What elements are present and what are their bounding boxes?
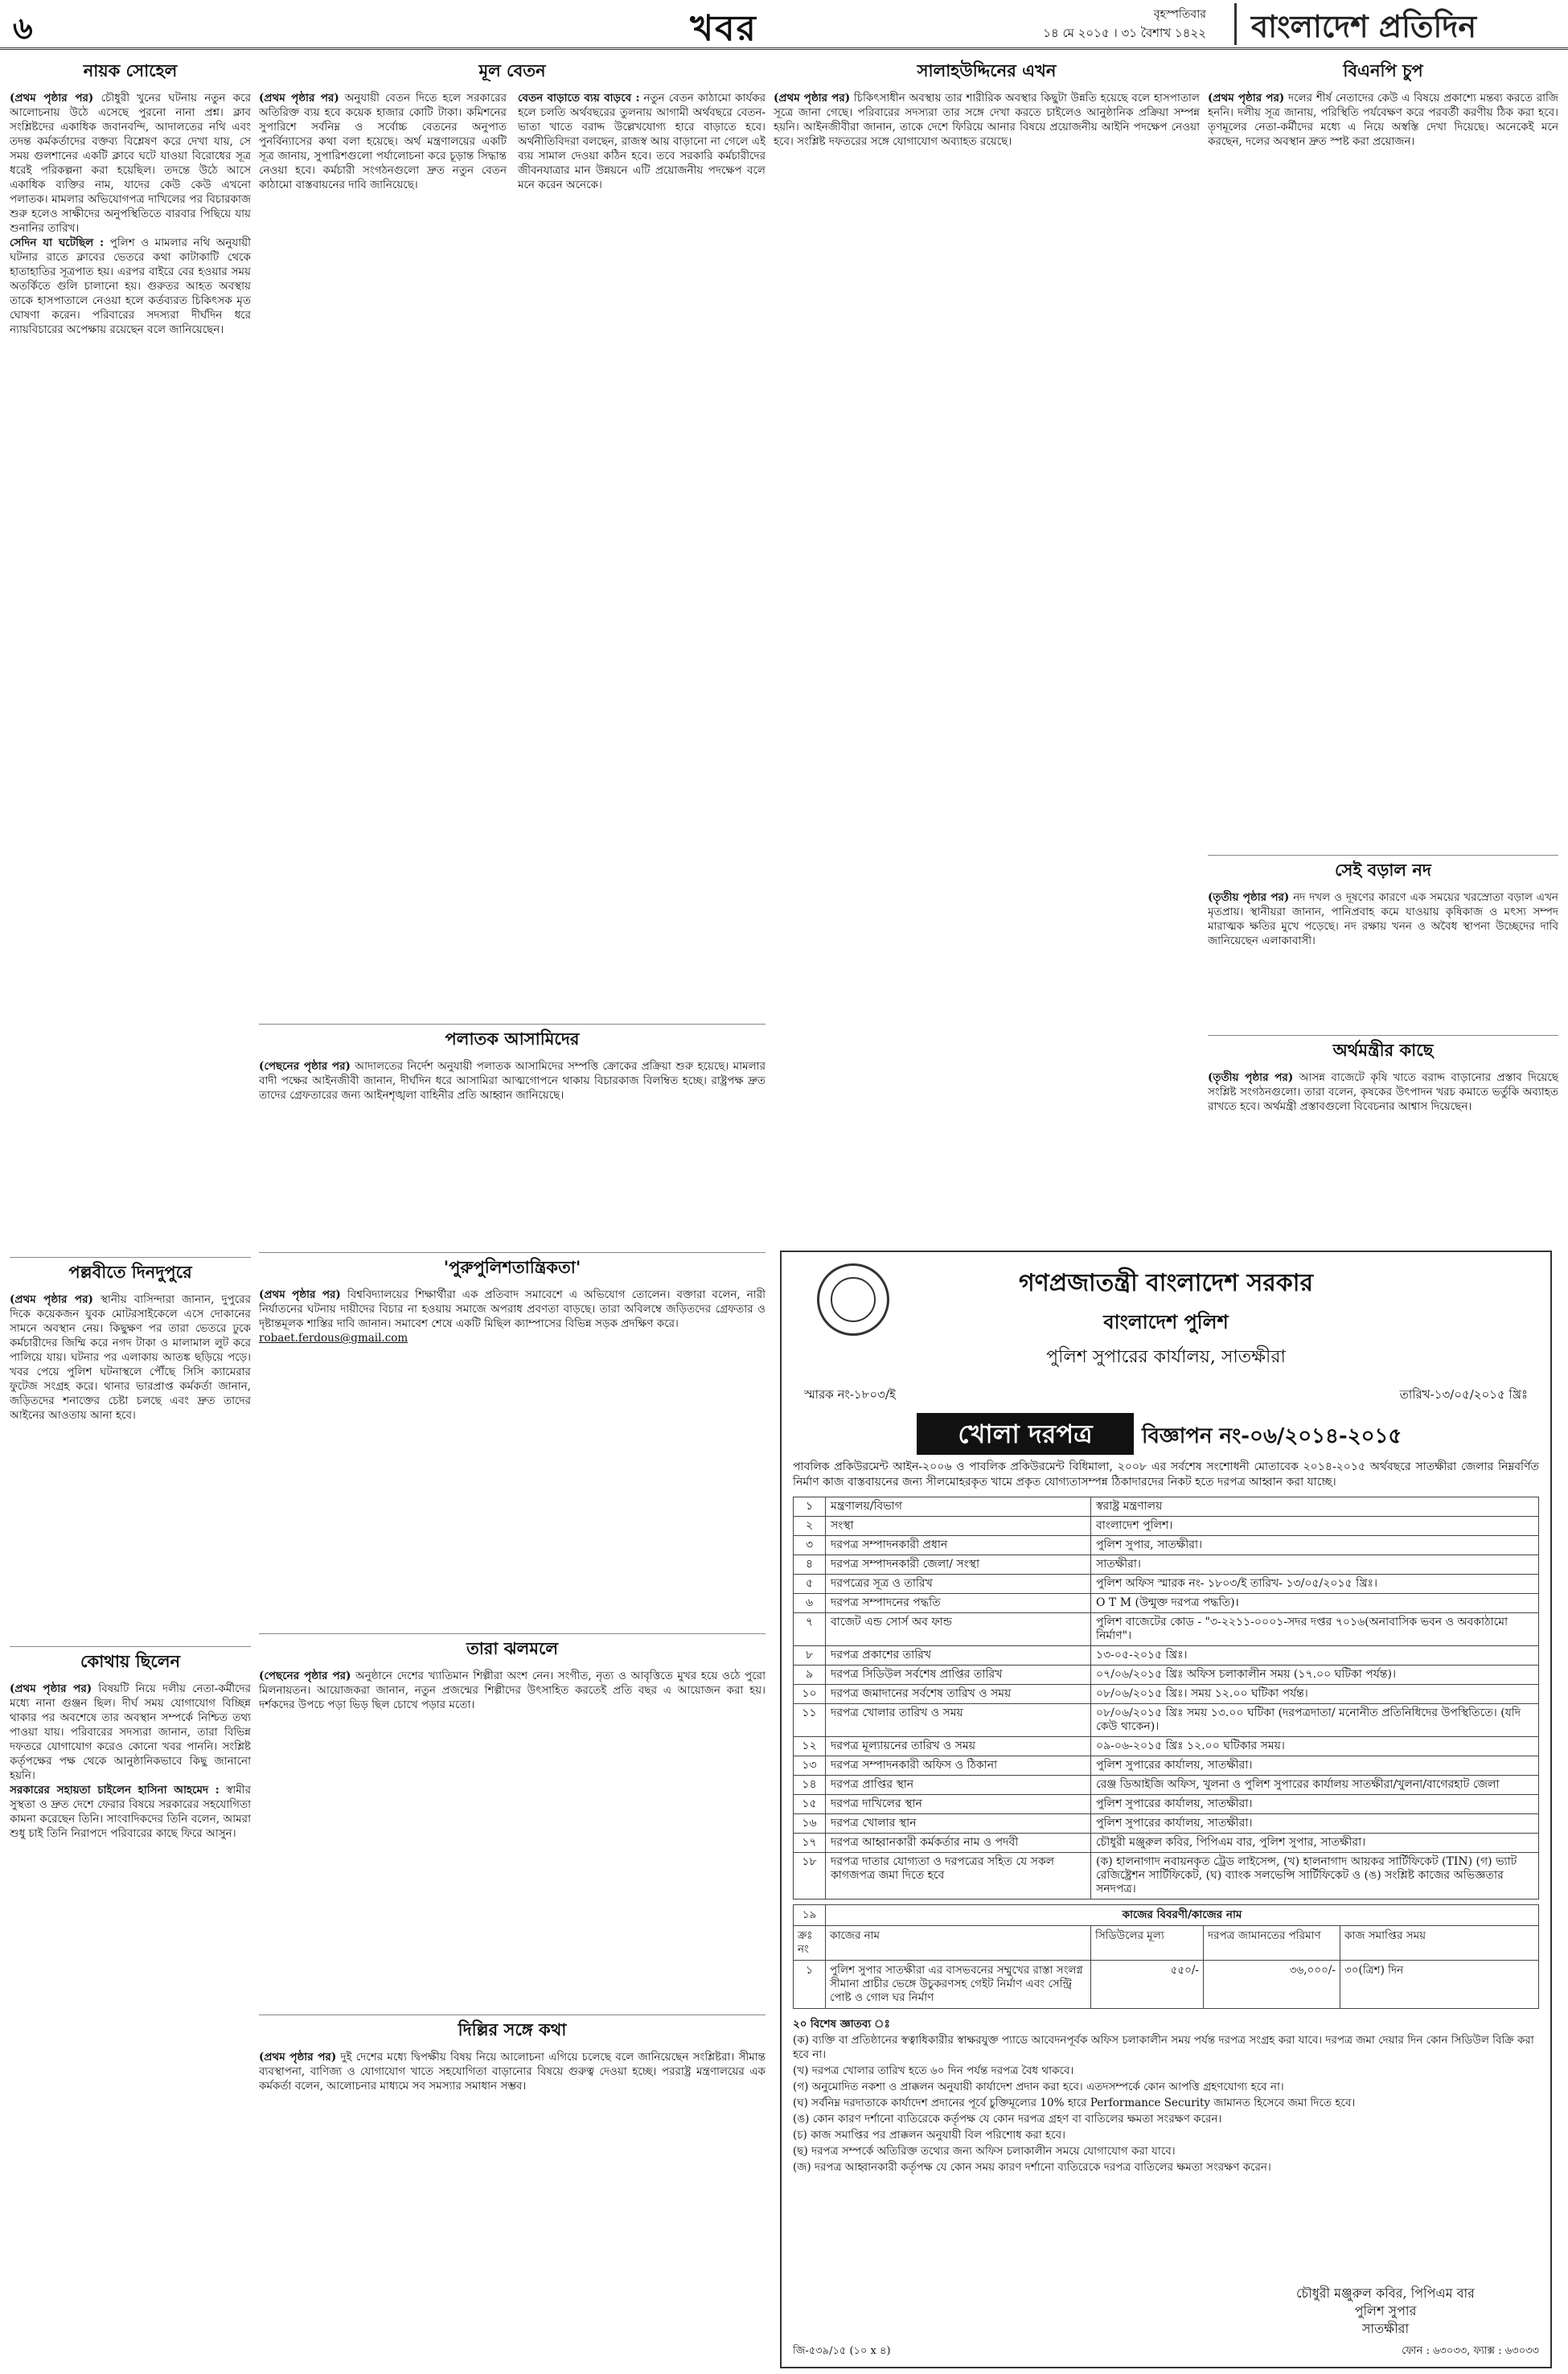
work-duration: ৩০(ত্রিশ) দিন — [1340, 1961, 1539, 2009]
row-label: দরপত্র দাখিলের স্থান — [826, 1795, 1091, 1814]
row-number: ৬ — [794, 1594, 826, 1613]
government-name: গণপ্রজাতন্ত্রী বাংলাদেশ সরকার — [1019, 1269, 1313, 1297]
signature-block — [1253, 2285, 1518, 2338]
office-name: পুলিশ সুপারের কার্যালয়, সাতক্ষীরা — [1046, 1347, 1286, 1367]
table-row — [794, 1795, 1539, 1814]
tender-details-table — [793, 1497, 1539, 1900]
row-value: চৌধুরী মঞ্জুরুল কবির, পিপিএম বার, পুলিশ সুপার, সাতক্ষীরা। — [1091, 1834, 1539, 1853]
table-row: ১ পুলিশ সুপার সাতক্ষীরা এর বাসভবনের সম্মুখের রাস্তা সংলগ্ন সীমানা প্রাচীর ভেঙ্গে উচুকরণসহ গেইট নির্মাণ এবং সেন্ট্রি পোষ্ট ও গোল ঘর নির্মাণ ৫৫০/- ৩৬,০০০/- ৩০(ত্রিশ) দিন — [794, 1961, 1539, 2009]
row-number: ১৭ — [794, 1834, 826, 1853]
article-text: নদ দখল ও দূষণের কারণে এক সময়ের খরস্রোতা বড়াল এখন মৃতপ্রায়। স্থানীয়রা জানান, পানিপ্রবাহ কমে যাওয়ায় কৃষিকাজ ও মৎস্য সম্পদ মারাত্মক ক্ষতির মুখে পড়েছে। নদ রক্ষায় খনন ও অবৈধ স্থাপনা উচ্ছেদের দাবি জানিয়েছেন এলাকাবাসী। — [1208, 891, 1558, 947]
headline: বিএনপি চুপ — [1343, 60, 1423, 80]
headline: কোথায় ছিলেন — [10, 1646, 251, 1682]
conditions-title: বিশেষ জ্ঞাতব্য ঃ — [810, 2018, 890, 2031]
special-conditions — [793, 2017, 1539, 2175]
row-value: পুলিশ সুপার, সাতক্ষীরা। — [1091, 1536, 1539, 1555]
issue-day: বৃহস্পতিবার — [1153, 8, 1206, 21]
row-number: ২ — [794, 1517, 826, 1536]
continued-ref: (পেছনের পৃষ্ঠার পর) — [259, 1060, 351, 1073]
row-label: দরপত্র মূল্যায়নের তারিখ ও সময় — [826, 1737, 1091, 1756]
row-number: ১৩ — [794, 1756, 826, 1776]
row-label: বাজেট এন্ড সোর্স অব ফান্ড — [826, 1613, 1091, 1646]
row-number: ৯ — [794, 1665, 826, 1685]
signatory-place: সাতক্ষীরা — [1361, 2321, 1410, 2336]
continued-ref: (পেছনের পৃষ্ঠার পর) — [259, 1670, 351, 1682]
table-row — [794, 1834, 1539, 1853]
article-text: দুই দেশের মধ্যে দ্বিপক্ষীয় বিষয় নিয়ে আলোচনা এগিয়ে চলেছে বলে জানিয়েছেন সংশ্লিষ্টরা। সীমান্ত ব্যবস্থাপনা, বাণিজ্য ও যোগাযোগ খাতে সহযোগিতা বাড়ানোর বিষয়ে গুরুত্ব দেওয়া হচ্ছে। পররাষ্ট্র মন্ত্রণালয়ের এক কর্মকর্তা বলেন, আলোচনার মাধ্যমে সব সমস্যার সমাধান সম্ভব। — [259, 2051, 766, 2093]
row-value: ০৮/০৬/২০১৫ খ্রিঃ সময় ১৩.০০ ঘটিকা (দরপত্রদাতা/ মনোনীত প্রতিনিধিদের উপস্থিতিতে। (যদি কেউ থাকেন)। — [1091, 1704, 1539, 1737]
column-4 — [774, 56, 1200, 1249]
article-purupulish — [259, 1252, 766, 1625]
table-row — [794, 1665, 1539, 1685]
row-value: ০৯-০৬-২০১৫ খ্রিঃ ১২.০০ ঘটিকার সময়। — [1091, 1737, 1539, 1756]
row-label: দরপত্র খোলার তারিখ ও সময় — [826, 1704, 1091, 1737]
article-salahuddin — [774, 56, 1200, 1241]
police-name: বাংলাদেশ পুলিশ — [1103, 1310, 1229, 1333]
continued-ref: (প্রথম পৃষ্ঠার পর) — [10, 1682, 92, 1695]
row-number: ১ — [794, 1497, 826, 1517]
row-value: পুলিশ সুপারের কার্যালয়, সাতক্ষীরা। — [1091, 1756, 1539, 1776]
work-name: পুলিশ সুপার সাতক্ষীরা এর বাসভবনের সম্মুখের রাস্তা সংলগ্ন সীমানা প্রাচীর ভেঙ্গে উচুকরণসহ গেইট নির্মাণ এবং সেন্ট্রি পোষ্ট ও গোল ঘর নির্মাণ — [826, 1961, 1091, 2009]
advertisement-number: বিজ্ঞাপন নং-০৬/২০১৪-২০১৫ — [1142, 1424, 1402, 1448]
continued-ref: (প্রথম পৃষ্ঠার পর) — [259, 2051, 337, 2064]
table-row — [794, 1555, 1539, 1575]
row-label: দরপত্র আহ্বানকারী কর্মকর্তার নাম ও পদবী — [826, 1834, 1091, 1853]
row-number: ১১ — [794, 1704, 826, 1737]
article-pollobi — [10, 1257, 251, 1638]
table-row — [794, 1575, 1539, 1594]
continued-ref: (প্রথম পৃষ্ঠার পর) — [774, 92, 851, 105]
continued-ref: (প্রথম পৃষ্ঠার পর) — [259, 92, 339, 105]
row-label: সংস্থা — [826, 1517, 1091, 1536]
condition-item: (ক) ব্যক্তি বা প্রতিষ্ঠানের স্বত্বাধিকারীর স্বাক্ষরযুক্ত প্যাডে আবেদনপূর্বক অফিস চলাকালীন সময় পর্যন্ত দরপত্র সংগ্রহ করা যাবে। দরপত্র জমা দেয়ার দিন কোন সিডিউল বিক্রি করা হবে না। — [793, 2034, 1534, 2061]
table-row — [794, 1517, 1539, 1536]
table-row — [794, 1536, 1539, 1555]
article-text: আসন্ন বাজেটে কৃষি খাতে বরাদ্দ বাড়ানোর প্রস্তাব দিয়েছে সংশ্লিষ্ট সংগঠনগুলো। তারা বলেন, কৃষকের উৎপাদন খরচ কমাতে ভর্তুকি অব্যাহত রাখতে হবে। অর্থমন্ত্রী প্রস্তাবগুলো বিবেচনার আশ্বাস দিয়েছেন। — [1208, 1071, 1558, 1113]
row-label: দরপত্রের সূত্র ও তারিখ — [826, 1575, 1091, 1594]
ad-ref-code: জি-৫৩৯/১৫ (১০ x ৪) — [793, 2345, 891, 2357]
row-label: দরপত্র সম্পাদনকারী অফিস ও ঠিকানা — [826, 1756, 1091, 1776]
continued-ref: (প্রথম পৃষ্ঠার পর) — [10, 92, 94, 105]
open-tender-label: খোলা দরপত্র — [917, 1413, 1134, 1455]
condition-item: (ঙ) কোন কারণ দর্শানো ব্যতিরেকে কর্তৃপক্ষ যে কোন দরপত্র গ্রহণ বা বাতিলের ক্ষমতা সংরক্ষণ করেন। — [793, 2113, 1222, 2126]
col-duration: কাজ সমাপ্তির সময় — [1340, 1926, 1539, 1961]
article-text: চিকিৎসাধীন অবস্থায় তার শারীরিক অবস্থার কিছুটা উন্নতি হয়েছে বলে হাসপাতাল সূত্রে জানা গেছে। পরিবারের সদস্যরা তার সঙ্গে দেখা করতে চাইলেও আনুষ্ঠানিক প্রক্রিয়া সম্পন্ন হয়নি। আইনজীবীরা জানান, তাকে দেশে ফিরিয়ে আনার বিষয়ে প্রয়োজনীয় আইনি পদক্ষেপ নেওয়া হবে। সংশ্লিষ্ট দফতরের সঙ্গে যোগাযোগ অব্যাহত রয়েছে। — [774, 92, 1200, 148]
tender-intro: পাবলিক প্রকিউরমেন্ট আইন-২০০৬ ও পাবলিক প্রকিউরমেন্ট বিধিমালা, ২০০৮ এর সর্বশেষ সংশোধনী মোতাবেক ২০১৪-২০১৫ অর্থবছরে সাতক্ষীরা জেলার নিম্নবর্ণিত নির্মাণ কাজ বাস্তবায়নের জন্য সীলমোহরকৃত খামে প্রকৃত যোগ্যতাসম্পন্ন ঠিকাদারদের নিকট হতে দরপত্র আহ্বান করা যাচ্ছে। — [793, 1460, 1539, 1489]
row-number: ১৯ — [794, 1905, 826, 1926]
section-title: খবর — [690, 8, 757, 49]
contact-phone: ফোন : ৬৩০৩৩, ফ্যাক্স : ৬৩০৩৩ — [1402, 2345, 1539, 2357]
article-text: পুলিশ ও মামলার নথি অনুযায়ী ঘটনার রাতে ক্লাবের ভেতরে কথা কাটাকাটি থেকে হাতাহাতির সূত্রপাত হয়। এরপর বাইরে বের হওয়ার সময় অতর্কিতে গুলি চালানো হয়। গুরুতর আহত অবস্থায় তাকে হাসপাতালে নেওয়া হলে কর্তব্যরত চিকিৎসক মৃত ঘোষণা করেন। পরিবারের সদস্যরা দীর্ঘদিন ধরে ন্যায়বিচারের অপেক্ষায় রয়েছেন বলে জানিয়েছেন। — [10, 236, 251, 336]
row-number: ১২ — [794, 1737, 826, 1756]
row-label: দরপত্র সম্পাদনকারী প্রধান — [826, 1536, 1091, 1555]
row-number: ৫ — [794, 1575, 826, 1594]
column-5 — [1208, 56, 1558, 1239]
row-label: দরপত্র সম্পাদনকারী জেলা/ সংস্থা — [826, 1555, 1091, 1575]
article-text: বিষয়টি নিয়ে দলীয় নেতা-কর্মীদের মধ্যে নানা গুঞ্জন ছিল। দীর্ঘ সময় যোগাযোগ বিচ্ছিন্ন থাকার পর অবশেষে তার অবস্থান সম্পর্কে নিশ্চিত তথ্য পাওয়া যায়। পরিবারের সদস্যরা জানান, তারা বিভিন্ন দফতরে যোগাযোগ করেও কোনো খবর পাননি। সংশ্লিষ্ট কর্তৃপক্ষের পক্ষ থেকে আনুষ্ঠানিকভাবে কিছু জানানো হয়নি। — [10, 1682, 251, 1782]
row-number: ২০ — [793, 2018, 807, 2031]
row-label: দরপত্র খোলার স্থান — [826, 1814, 1091, 1834]
row-label: দরপত্র প্রাপ্তির স্থান — [826, 1776, 1091, 1795]
row-label: দরপত্র জমাদানের সর্বশেষ তারিখ ও সময় — [826, 1685, 1091, 1704]
headline: পলাতক আসামিদের — [259, 1024, 766, 1059]
issue-date: ১৪ মে ২০১৫ । ৩১ বৈশাখ ১৪২২ — [1043, 26, 1206, 40]
row-label: দরপত্র সিডিউল সর্বশেষ প্রাপ্তির তারিখ — [826, 1665, 1091, 1685]
row-value: পুলিশ অফিস স্মারক নং- ১৮০৩/ই তারিখ- ১৩/০৫/২০১৫ খ্রিঃ। — [1091, 1575, 1539, 1594]
page-number: ৬ — [13, 10, 33, 46]
signatory-title: পুলিশ সুপার — [1354, 2303, 1417, 2319]
continued-ref: (প্রথম পৃষ্ঠার পর) — [259, 1288, 341, 1301]
article-text: স্থানীয় বাসিন্দারা জানান, দুপুরের দিকে কয়েকজন যুবক মোটরসাইকেলে এসে দোকানের সামনে অবস্থান নেয়। কিছুক্ষণ পর তারা ভেতরে ঢুকে কর্মচারীদের জিম্মি করে নগদ টাকা ও মালামাল লুট করে পালিয়ে যায়। ঘটনার পর এলাকায় আতঙ্ক ছড়িয়ে পড়ে। খবর পেয়ে পুলিশ ঘটনাস্থলে পৌঁছে সিসি ক্যামেরার ফুটেজ সংগ্রহ করে। থানার ভারপ্রাপ্ত কর্মকর্তা জানান, জড়িতদের শনাক্তের চেষ্টা চলছে এবং দ্রুত তাদের আইনের আওতায় আনা হবে। — [10, 1293, 251, 1422]
headline: নায়ক সোহেল — [83, 60, 178, 80]
table-row — [794, 1704, 1539, 1737]
continued-ref: (প্রথম পৃষ্ঠার পর) — [10, 1293, 93, 1306]
article-text: স্বামীর সুস্থতা ও দ্রুত দেশে ফেরার বিষয়ে সরকারের সহযোগিতা কামনা করেছেন তিনি। সাংবাদিকদের তিনি বলেন, আমরা শুধু চাই তিনি নিরাপদে পরিবারের কাছে ফিরে আসুন। — [10, 1784, 251, 1840]
memo-number: স্মারক নং-১৮০৩/ই — [804, 1387, 896, 1402]
condition-item: (চ) কাজ সমাপ্তির পর প্রাক্কলন অনুযায়ী বিল পরিশোধ করা হবে। — [793, 2129, 1065, 2142]
subheading: বেতন বাড়াতে ব্যয় বাড়বে : — [518, 92, 640, 105]
signatory-name: চৌধুরী মঞ্জুরুল কবির, পিপিএম বার — [1296, 2286, 1475, 2301]
table-row — [794, 1756, 1539, 1776]
row-number: ১০ — [794, 1685, 826, 1704]
row-value: পুলিশ সুপারের কার্যালয়, সাতক্ষীরা। — [1091, 1814, 1539, 1834]
row-value: রেঞ্জ ডিআইজি অফিস, খুলনা ও পুলিশ সুপারের কার্যালয় সাতক্ষীরা/খুলনা/বাগেরহাট জেলা — [1091, 1776, 1539, 1795]
row-value: (ক) হালনাগাদ নবায়নকৃত ট্রেড লাইসেন্স, (খ) হালনাগাদ আয়কর সার্টিফিকেট (TIN) (গ) ভ্যাট রেজিষ্ট্রেশন সার্টিফিকেট, (ঘ) ব্যাংক সলভেন্সি সার্টিফিকেট ও (ঙ) সংশ্লিষ্ট কাজের অভিজ্ঞতার সনদপত্র। — [1091, 1853, 1539, 1900]
col-schedule-price: সিডিউলের মূল্য — [1091, 1926, 1204, 1961]
row-value: বাংলাদেশ পুলিশ। — [1091, 1517, 1539, 1536]
headline: মূল বেতন — [478, 60, 546, 80]
row-number: ১৬ — [794, 1814, 826, 1834]
col-security: দরপত্র জামানতের পরিমাণ — [1204, 1926, 1340, 1961]
article-polatok — [259, 1024, 766, 1244]
memo-row — [793, 1382, 1539, 1407]
continued-ref: (তৃতীয় পৃষ্ঠার পর) — [1208, 1071, 1294, 1084]
row-number: ১৫ — [794, 1795, 826, 1814]
article-tara-jhalmole — [259, 1633, 766, 2006]
row-number: ৪ — [794, 1555, 826, 1575]
row-label: মন্ত্রণালয়/বিভাগ — [826, 1497, 1091, 1517]
table-row — [794, 1594, 1539, 1613]
condition-item: (খ) দরপত্র খোলার তারিখ হতে ৬০ দিন পর্যন্ত দরপত্র বৈধ থাকবে। — [793, 2064, 1074, 2077]
article-orthomontri — [1208, 1035, 1558, 1231]
article-kothay-chhilen — [10, 1646, 251, 2196]
row-value: পুলিশ বাজেটের কোড - "৩-২২১১-০০০১-সদর দপ্তর ৭০১৬(অনাবাসিক ভবন ও অবকাঠামো নির্মাণ"। — [1091, 1613, 1539, 1646]
continued-ref: (তৃতীয় পৃষ্ঠার পর) — [1208, 891, 1290, 904]
subheading: সরকারের সহায়তা চাইলেন হাসিনা আহমেদ : — [10, 1784, 220, 1797]
headline: দিল্লির সঙ্গে কথা — [259, 2015, 766, 2050]
row-value: ০৭/০৬/২০১৫ খ্রিঃ অফিস চলাকালীন সময় (১৭.০০ ঘটিকা পর্যন্ত)। — [1091, 1665, 1539, 1685]
tender-banner — [917, 1413, 1415, 1455]
row-value: O T M (উন্মুক্ত দরপত্র পদ্ধতি)। — [1091, 1594, 1539, 1613]
article-text: বিশ্ববিদ্যালয়ের শিক্ষার্থীরা এক প্রতিবাদ সমাবেশে এ অভিযোগ তোলেন। বক্তারা বলেন, নারী নির্যাতনের ঘটনায় দায়ীদের বিচার না হওয়ায় সমাজে অপরাধ প্রবণতা বাড়ছে। তারা অবিলম্বে জড়িতদের গ্রেফতার ও দৃষ্টান্তমূলক শাস্তির দাবি জানান। সমাবেশ শেষে একটি মিছিল ক্যাম্পাসের বিভিন্ন সড়ক প্রদক্ষিণ করে। — [259, 1288, 766, 1330]
security-amount: ৩৬,০০০/- — [1204, 1961, 1340, 2009]
government-seal-icon — [817, 1263, 889, 1336]
headline: অর্থমন্ত্রীর কাছে — [1208, 1035, 1558, 1070]
row-label: দরপত্র দাতার যোগ্যতা ও দরপত্রের সহিত যে সকল কাগজপত্র জমা দিতে হবে — [826, 1853, 1091, 1900]
table-row — [794, 1776, 1539, 1795]
article-text: চৌধুরী খুনের ঘটনায় নতুন করে আলোচনায় উঠে এসেছে পুরনো নানা প্রশ্ন। ক্লাব সংশ্লিষ্টদের একাধিক জবানবন্দি, আদালতের নথি এবং তদন্ত কর্মকর্তাদের বক্তব্য বিশ্লেষণ করে দেখা যায়, সে সময় গুলশানের একটি ক্লাবে ঘটে যাওয়া বিরোধের সূত্র ধরেই পরিকল্পনা করা হয়েছিল। তদন্তে উঠে আসে একাধিক ব্যক্তির নাম, যাদের কেউ কেউ এখনো পলাতক। মামলার অভিযোগপত্র দাখিলের পর বিচারকাজ শুরু হলেও সাক্ষীদের অনুপস্থিতিতে বারবার পিছিয়ে যায় শুনানির তারিখ। — [10, 92, 251, 235]
work-table — [793, 1904, 1539, 2009]
column-1 — [10, 56, 251, 2204]
row-number: ৩ — [794, 1536, 826, 1555]
subheading: সেদিন যা ঘটেছিল : — [10, 236, 105, 249]
article-nayak-sohel — [10, 56, 251, 1249]
table-row — [794, 1613, 1539, 1646]
row-value: সাতক্ষীরা। — [1091, 1555, 1539, 1575]
table-row — [794, 1497, 1539, 1517]
row-label: দরপত্র সম্পাদনের পদ্ধতি — [826, 1594, 1091, 1613]
article-text: আদালতের নির্দেশ অনুযায়ী পলাতক আসামিদের সম্পত্তি ক্রোকের প্রক্রিয়া শুরু হয়েছে। মামলার বাদী পক্ষের আইনজীবী জানান, দীর্ঘদিন ধরে আসামিরা আত্মগোপনে থাকায় বিচারকাজ বিলম্বিত হচ্ছে। রাষ্ট্রপক্ষ দ্রুত তাদের গ্রেফতারের জন্য আইনশৃঙ্খলা বাহিনীর প্রতি আহ্বান জানিয়েছে। — [259, 1060, 766, 1102]
row-value: পুলিশ সুপারের কার্যালয়, সাতক্ষীরা। — [1091, 1795, 1539, 1814]
condition-item: (ঘ) সর্বনিম্ন দরদাতাকে কার্যাদেশ প্রদানের পূর্বে চুক্তিমূল্যের 10% হারে Performance Security জামানত হিসেবে জমা দিতে হবে। — [793, 2097, 1356, 2109]
row-number: ১৮ — [794, 1853, 826, 1900]
table-row — [794, 1853, 1539, 1900]
condition-item: (ছ) দরপত্র সম্পর্কে অতিরিক্ত তথ্যের জন্য অফিস চলাকালীন সময়ে যোগাযোগ করা যাবে। — [793, 2145, 1176, 2158]
article-dillir-songe — [259, 2015, 766, 2291]
article-text: অনুযায়ী বেতন দিতে হলে সরকারের অতিরিক্ত ব্যয় হবে কয়েক হাজার কোটি টাকা। কমিশনের সুপারিশে সর্বনিম্ন ও সর্বোচ্চ বেতনের অনুপাত পুনর্বিন্যাসের কথা বলা হয়েছে। অর্থ মন্ত্রণালয়ের একটি সূত্র জানায়, সুপারিশগুলো পর্যালোচনা করে চূড়ান্ত সিদ্ধান্ত নেওয়া হবে। কর্মচারী সংগঠনগুলো দ্রুত নতুন বেতন কাঠামো বাস্তবায়নের দাবি জানিয়েছে। — [259, 92, 507, 191]
row-value: ০৮/০৬/২০১৫ খ্রিঃ। সময় ১২.০০ ঘটিকা পর্যন্ত। — [1091, 1685, 1539, 1704]
condition-item: (গ) অনুমোদিত নকশা ও প্রাক্কলন অনুযায়ী কার্যাদেশ প্রদান করা হবে। এতদসম্পর্কে কোন আপত্তি গ্রহণযোগ্য হবে না। — [793, 2080, 1284, 2093]
table-row — [794, 1814, 1539, 1834]
headline: তারা ঝলমলে — [259, 1633, 766, 1669]
newspaper-logo: বাংলাদেশ প্রতিদিন — [1234, 3, 1556, 45]
schedule-price: ৫৫০/- — [1091, 1961, 1204, 2009]
table-row — [794, 1685, 1539, 1704]
col-work-name: কাজের নাম — [826, 1926, 1091, 1961]
continued-ref: (প্রথম পৃষ্ঠার পর) — [1208, 92, 1285, 105]
work-table-title: কাজের বিবরণী/কাজের নাম — [826, 1905, 1539, 1926]
table-row — [794, 1646, 1539, 1665]
article-text: অনুষ্ঠানে দেশের খ্যাতিমান শিল্পীরা অংশ নেন। সংগীত, নৃত্য ও আবৃত্তিতে মুখর হয়ে ওঠে পুরো মিলনায়তন। আয়োজকরা জানান, নতুন প্রজন্মের শিল্পীদের উৎসাহিত করতেই প্রতি বছর এ আয়োজন করা হয়। দর্শকদের উপচে পড়া ভিড় ছিল চোখে পড়ার মতো। — [259, 1670, 766, 1711]
table-row — [794, 1737, 1539, 1756]
memo-date: তারিখ-১৩/০৫/২০১৫ খ্রিঃ — [1399, 1387, 1528, 1402]
headline: সেই বড়াল নদ — [1208, 855, 1558, 890]
headline: 'পুরুপুলিশতান্ত্রিকতা' — [259, 1252, 766, 1288]
row-number: ৮ — [794, 1646, 826, 1665]
article-shei-baral-nod — [1208, 855, 1558, 1027]
row-number: ৭ — [794, 1613, 826, 1646]
col-serial: ক্রঃ নং — [794, 1926, 826, 1961]
masthead — [0, 0, 1568, 50]
headline: পল্লবীতে দিনদুপুরে — [10, 1257, 251, 1292]
headline: সালাহউদ্দিনের এখন — [917, 60, 1057, 80]
column-2 — [259, 56, 766, 2299]
row-value: ১৩-০৫-২০১৫ খ্রিঃ। — [1091, 1646, 1539, 1665]
tender-notice — [780, 1251, 1552, 2368]
article-bnp-chup — [1208, 56, 1558, 847]
row-label: দরপত্র প্রকাশের তারিখ — [826, 1646, 1091, 1665]
row-number: ১৪ — [794, 1776, 826, 1795]
article-text: নতুন বেতন কাঠামো কার্যকর হলে চলতি অর্থবছরের তুলনায় আগামী অর্থবছরে বেতন-ভাতা খাতে বরাদ্দ উল্লেখযোগ্য হারে বাড়াতে হবে। অর্থনীতিবিদরা বলছেন, রাজস্ব আয় বাড়ানো না গেলে এই ব্যয় সামাল দেওয়া কঠিন হবে। তবে সরকারি কর্মচারীদের জীবনযাত্রার মান উন্নয়নে এটি প্রয়োজনীয় পদক্ষেপ বলে মনে করেন অনেকে। — [518, 92, 766, 191]
article-text: দলের শীর্ষ নেতাদের কেউ এ বিষয়ে প্রকাশ্যে মন্তব্য করতে রাজি হননি। দলীয় সূত্র জানায়, পরিস্থিতি পর্যবেক্ষণ করে পরবর্তী করণীয় ঠিক করা হবে। তৃণমূলের নেতা-কর্মীদের মধ্যে এ নিয়ে অস্বস্তি দেখা দিয়েছে। অনেকেই মনে করছেন, দলের অবস্থান দ্রুত স্পষ্ট করা প্রয়োজন। — [1208, 92, 1558, 148]
article-mul-beton — [259, 56, 766, 1016]
row-value: স্বরাষ্ট্র মন্ত্রণালয় — [1091, 1497, 1539, 1517]
condition-item: (জ) দরপত্র আহ্বানকারী কর্তৃপক্ষ যে কোন সময় কারণ দর্শানো ব্যতিরেকে দরপত্র বাতিলের ক্ষমতা সংরক্ষণ করেন। — [793, 2161, 1271, 2174]
author-email[interactable]: robaet.ferdous@gmail.com — [259, 1332, 408, 1345]
